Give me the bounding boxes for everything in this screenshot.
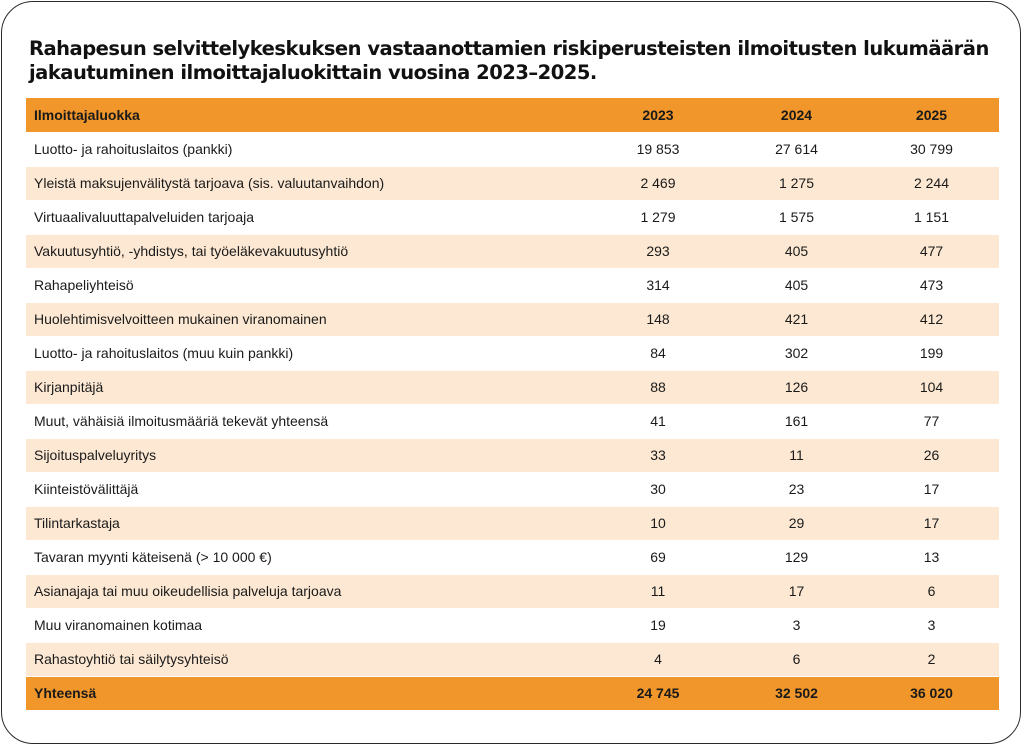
row-value-2023: 69 [587,540,729,574]
table-row [26,608,999,642]
row-value-2025: 1 151 [864,200,999,234]
row-value-2023: 314 [587,268,729,302]
table-row [26,268,999,302]
row-value-2024: 129 [729,540,864,574]
row-category: Kiinteistövälittäjä [26,472,587,506]
row-value-2024: 23 [729,472,864,506]
row-category: Kirjanpitäjä [26,370,587,404]
row-value-2023: 148 [587,302,729,336]
row-value-2023: 88 [587,370,729,404]
row-category: Huolehtimisvelvoitteen mukainen viranomainen [26,302,587,336]
page-title: Rahapesun selvittelykeskuksen vastaanottamien riskiperusteisten ilmoitusten lukumäärän jakautuminen ilmoittajaluokittain vuosina 2023–2025. [29,37,989,84]
row-category: Vakuutusyhtiö, -yhdistys, tai työeläkevakuutusyhtiö [26,234,587,268]
table-row [26,438,999,472]
row-value-2025: 3 [864,608,999,642]
row-value-2024: 17 [729,574,864,608]
row-value-2025: 30 799 [864,132,999,166]
table-row [26,302,999,336]
row-value-2025: 13 [864,540,999,574]
table-row [26,404,999,438]
row-category: Virtuaalivaluuttapalveluiden tarjoaja [26,200,587,234]
table-row [26,370,999,404]
row-value-2025: 17 [864,472,999,506]
table-row [26,336,999,370]
row-category: Sijoituspalveluyritys [26,438,587,472]
row-category: Rahastoyhtiö tai säilytysyhteisö [26,642,587,676]
column-header-category: Ilmoittajaluokka [26,98,587,132]
row-value-2024: 126 [729,370,864,404]
row-value-2025: 477 [864,234,999,268]
row-value-2025: 17 [864,506,999,540]
row-category: Rahapeliyhteisö [26,268,587,302]
table-row [26,506,999,540]
row-value-2023: 19 [587,608,729,642]
row-category: Luotto- ja rahoituslaitos (muu kuin pankki) [26,336,587,370]
row-value-2024: 1 275 [729,166,864,200]
table-row [26,574,999,608]
row-value-2024: 6 [729,642,864,676]
row-category: Muu viranomainen kotimaa [26,608,587,642]
row-value-2024: 27 614 [729,132,864,166]
row-value-2023: 1 279 [587,200,729,234]
row-value-2023: 2 469 [587,166,729,200]
table-row [26,642,999,676]
row-value-2024: 405 [729,234,864,268]
row-category: Asianajaja tai muu oikeudellisia palveluja tarjoava [26,574,587,608]
row-value-2023: 84 [587,336,729,370]
total-2023: 24 745 [587,676,729,710]
row-category: Luotto- ja rahoituslaitos (pankki) [26,132,587,166]
row-value-2025: 2 [864,642,999,676]
row-category: Yleistä maksujenvälitystä tarjoava (sis. valuutanvaihdon) [26,166,587,200]
total-2024: 32 502 [729,676,864,710]
row-value-2025: 473 [864,268,999,302]
row-value-2023: 30 [587,472,729,506]
row-category: Tilintarkastaja [26,506,587,540]
column-header-2025: 2025 [864,98,999,132]
row-value-2024: 421 [729,302,864,336]
row-value-2025: 6 [864,574,999,608]
total-2025: 36 020 [864,676,999,710]
row-value-2023: 10 [587,506,729,540]
row-value-2024: 3 [729,608,864,642]
row-value-2025: 2 244 [864,166,999,200]
table-row [26,540,999,574]
table-body [26,132,999,676]
row-value-2023: 4 [587,642,729,676]
row-value-2023: 41 [587,404,729,438]
row-value-2024: 29 [729,506,864,540]
row-value-2023: 11 [587,574,729,608]
row-value-2023: 293 [587,234,729,268]
row-value-2025: 104 [864,370,999,404]
row-value-2023: 33 [587,438,729,472]
table-row [26,166,999,200]
row-value-2023: 19 853 [587,132,729,166]
reports-table [26,98,999,711]
row-category: Muut, vähäisiä ilmoitusmääriä tekevät yhteensä [26,404,587,438]
table-row [26,132,999,166]
table-header-row [26,98,999,132]
column-header-2023: 2023 [587,98,729,132]
row-value-2024: 11 [729,438,864,472]
table-row [26,234,999,268]
row-value-2024: 1 575 [729,200,864,234]
total-label: Yhteensä [26,676,587,710]
row-value-2024: 302 [729,336,864,370]
row-value-2025: 412 [864,302,999,336]
row-value-2025: 26 [864,438,999,472]
table-total-row [26,676,999,710]
row-value-2024: 405 [729,268,864,302]
row-category: Tavaran myynti käteisenä (> 10 000 €) [26,540,587,574]
table-row [26,472,999,506]
row-value-2025: 199 [864,336,999,370]
row-value-2024: 161 [729,404,864,438]
table-row [26,200,999,234]
row-value-2025: 77 [864,404,999,438]
column-header-2024: 2024 [729,98,864,132]
